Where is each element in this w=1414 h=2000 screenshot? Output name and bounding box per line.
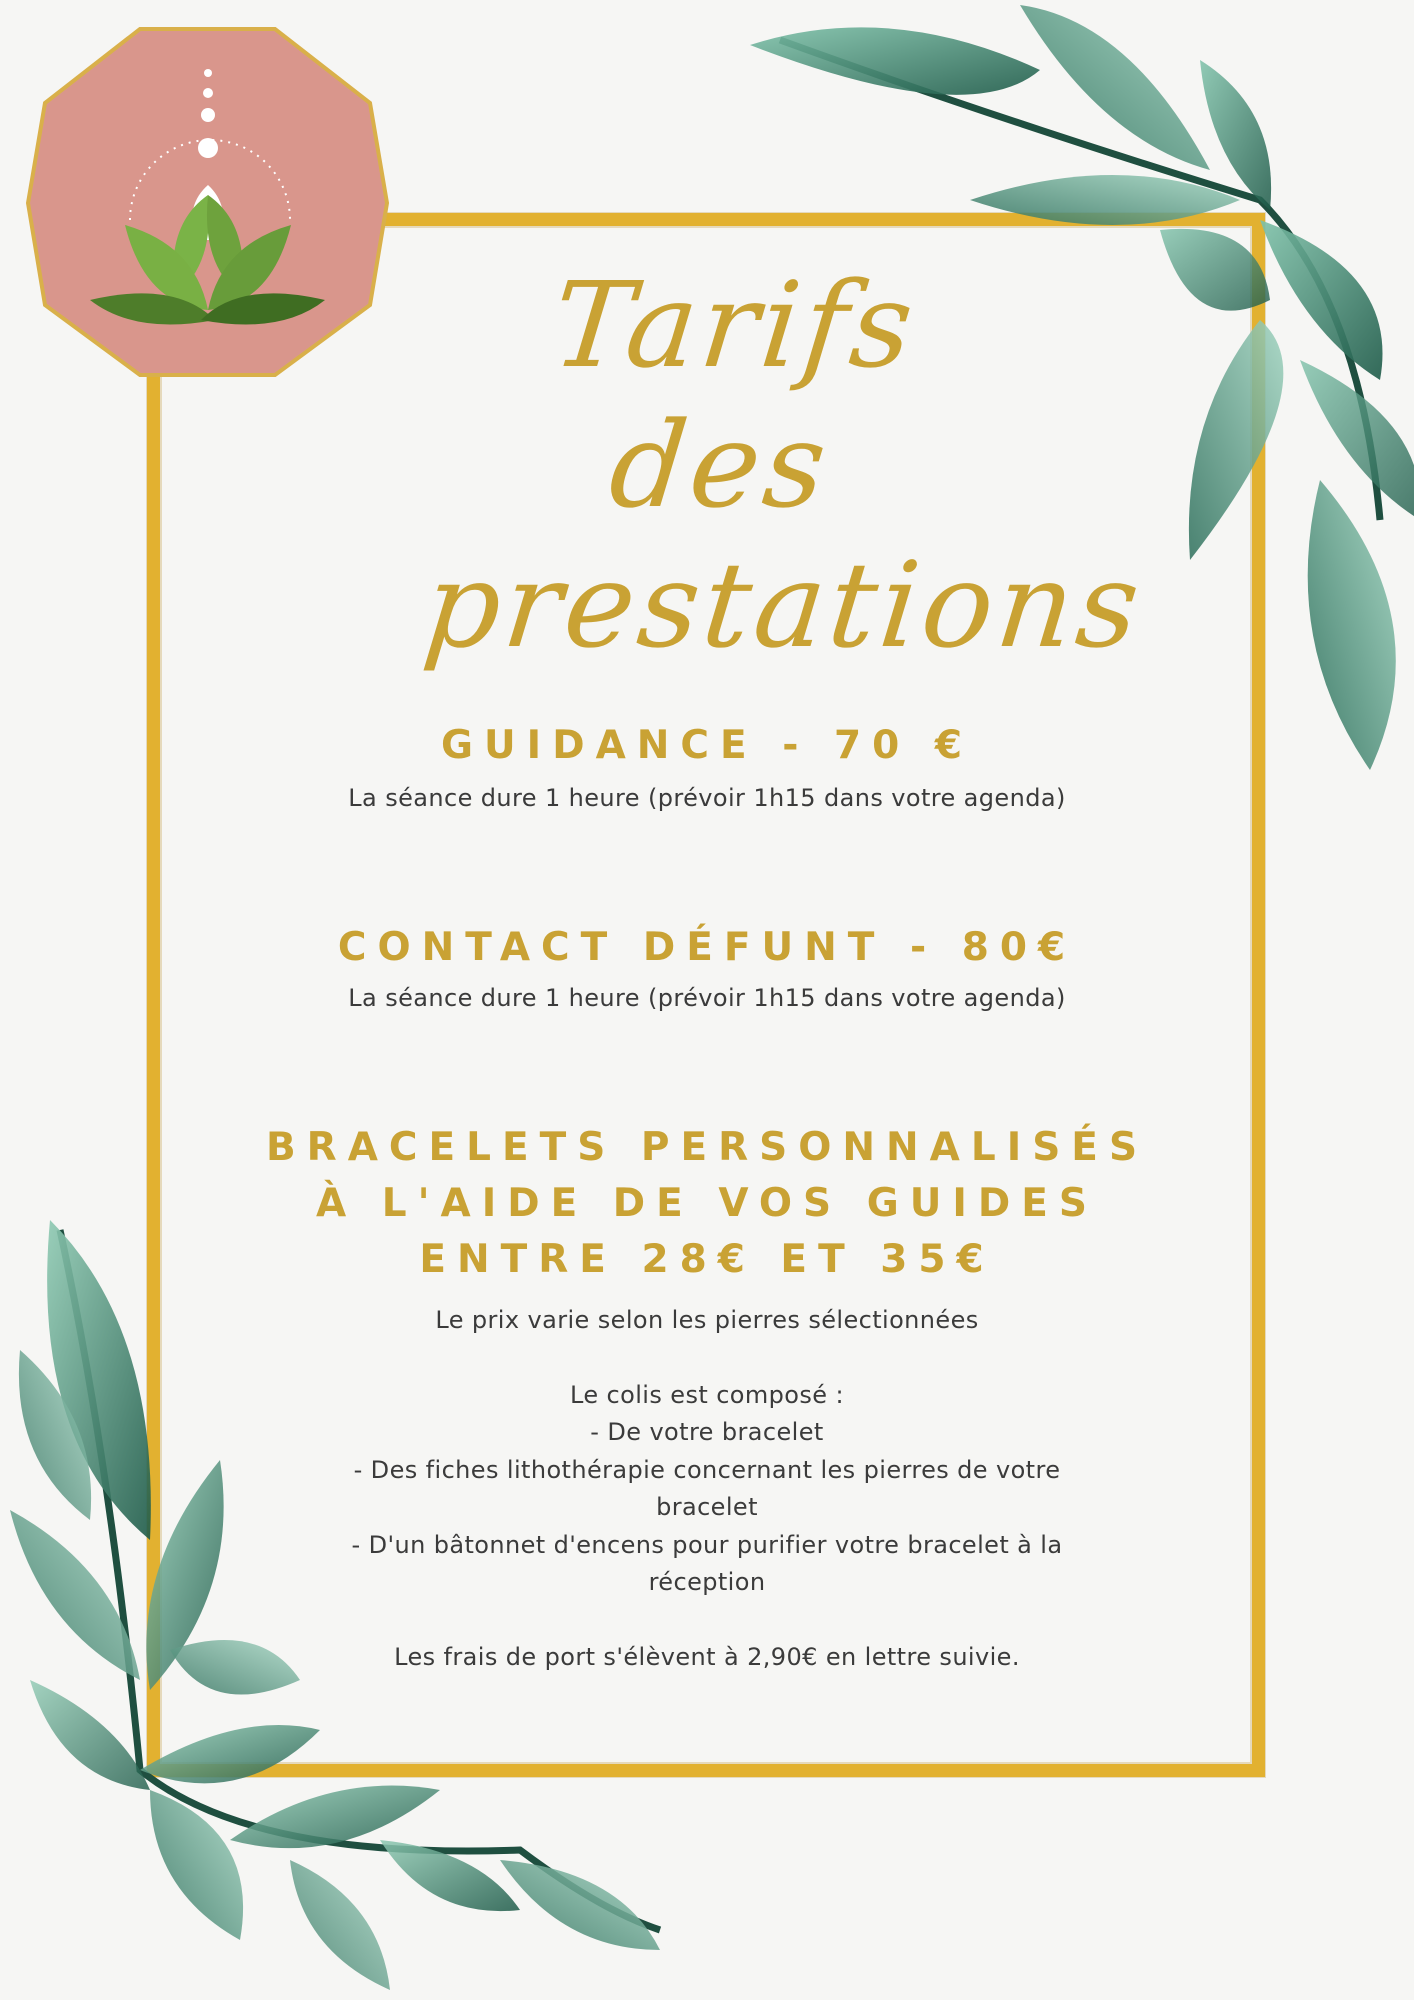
leaf-5	[1160, 229, 1270, 311]
package-item-fiches-line1: - Des fiches lithothérapie concernant les pierres de votre	[353, 1456, 1061, 1484]
leaf-2	[1020, 5, 1210, 170]
leaf-b7	[140, 1725, 320, 1783]
lotus-logo-icon	[25, 25, 390, 380]
guidance-heading: GUIDANCE - 70 €	[441, 723, 973, 768]
leaf-b10	[290, 1860, 390, 1990]
contact-heading: CONTACT DÉFUNT - 80€	[337, 925, 1077, 970]
package-intro: Le colis est composé :	[570, 1381, 844, 1409]
shipping-note: Les frais de port s'élèvent à 2,90€ en lettre suivie.	[394, 1643, 1020, 1671]
leaf-b12	[500, 1860, 660, 1950]
leaf-1	[750, 27, 1040, 94]
bracelets-heading-line2: À L'AIDE DE VOS GUIDES	[315, 1181, 1099, 1226]
guidance-description: La séance dure 1 heure (prévoir 1h15 dans votre agenda)	[348, 784, 1066, 812]
bracelets-heading-line1: BRACELETS PERSONNALISÉS	[265, 1125, 1149, 1170]
package-item-bracelet: - De votre bracelet	[590, 1418, 824, 1446]
page-title	[418, 255, 1150, 675]
leaf-b9	[230, 1786, 440, 1849]
package-item-fiches-line2: bracelet	[656, 1493, 758, 1521]
leaf-b8	[150, 1790, 243, 1940]
page-title-line2: prestations	[418, 536, 1150, 674]
package-item-encens-line1: - D'un bâtonnet d'encens pour purifier votre bracelet à la	[351, 1531, 1063, 1559]
package-item-encens-line2: réception	[648, 1568, 766, 1596]
contact-description: La séance dure 1 heure (prévoir 1h15 dans votre agenda)	[348, 984, 1066, 1012]
bracelets-price-note: Le prix varie selon les pierres sélectionnées	[435, 1306, 979, 1334]
leaf-7	[1189, 320, 1283, 560]
page-title-line1: Tarifs des	[546, 256, 924, 534]
bracelets-heading-line3: ENTRE 28€ ET 35€	[419, 1237, 995, 1282]
